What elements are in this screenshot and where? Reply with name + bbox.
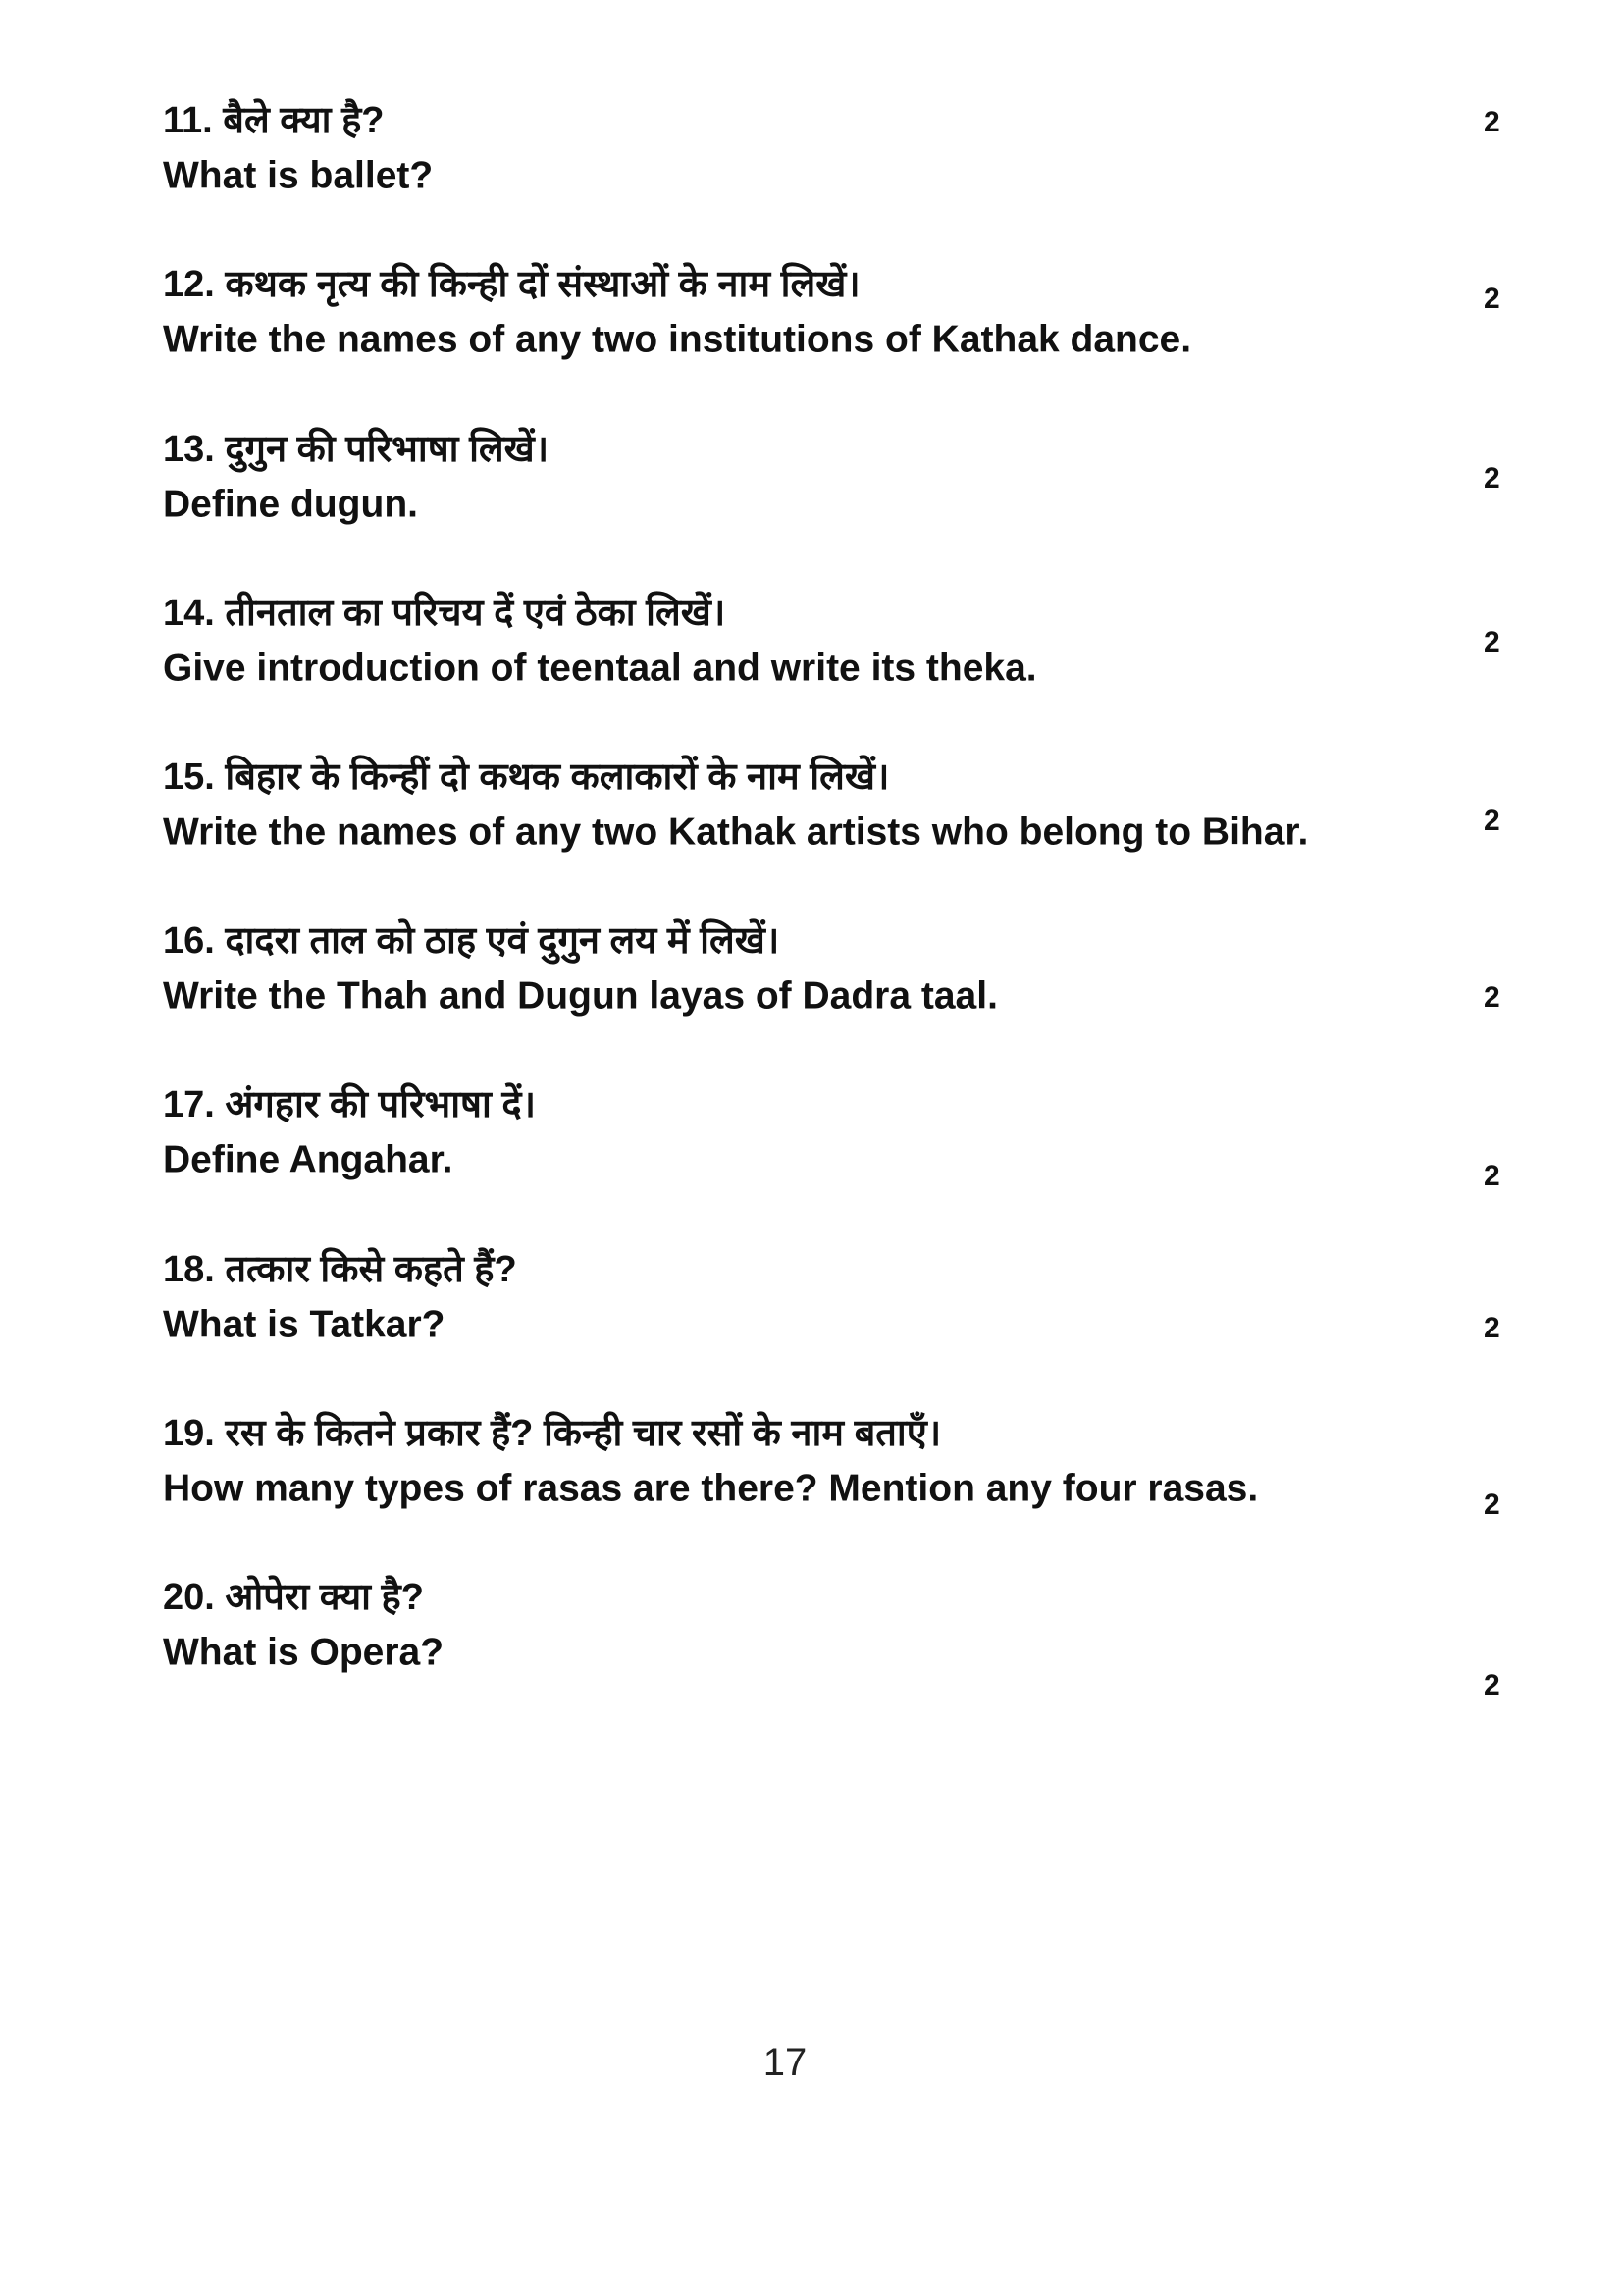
- page-number: 17: [762, 2041, 808, 2084]
- question-hindi: 12. कथक नृत्य की किन्ही दों संस्थाओं के नाम लिखें।: [163, 264, 861, 305]
- question-hindi: 18. तत्कार किसे कहते हैं?: [163, 1249, 517, 1290]
- question-hindi: 16. दादरा ताल को ठाह एवं दुगुन लय में लिखें।: [163, 920, 780, 962]
- question-english: Write the Thah and Dugun layas of Dadra taal.: [163, 974, 998, 1018]
- question-hindi: 17. अंगहार की परिभाषा दें।: [163, 1084, 536, 1125]
- question-marks: 2: [1484, 1669, 1500, 1701]
- question-marks: 2: [1484, 283, 1500, 315]
- question-marks: 2: [1484, 805, 1500, 837]
- question-english: Give introduction of teentaal and write its theka.: [163, 647, 1037, 690]
- question-english: Write the names of any two institutions of Kathak dance.: [163, 318, 1192, 361]
- question-hindi: 15. बिहार के किन्हीं दो कथक कलाकारों के नाम लिखें।: [163, 757, 890, 798]
- question-english: Write the names of any two Kathak artists who belong to Bihar.: [163, 810, 1309, 854]
- question-english: What is Tatkar?: [163, 1303, 445, 1346]
- question-marks: 2: [1484, 1312, 1500, 1344]
- question-marks: 2: [1484, 462, 1500, 495]
- question-hindi: 20. ओपेरा क्या है?: [163, 1577, 424, 1618]
- question-hindi: 13. दुगुन की परिभाषा लिखें।: [163, 429, 549, 470]
- question-marks: 2: [1484, 1160, 1500, 1192]
- question-english: What is Opera?: [163, 1631, 445, 1674]
- question-english: Define dugun.: [163, 483, 418, 526]
- question-marks: 2: [1484, 981, 1500, 1014]
- question-hindi: 19. रस के कितने प्रकार हैं? किन्ही चार रसों के नाम बताएँ।: [163, 1413, 942, 1454]
- question-marks: 2: [1484, 1488, 1500, 1521]
- question-marks: 2: [1484, 106, 1500, 138]
- question-english: How many types of rasas are there? Mention any four rasas.: [163, 1467, 1259, 1510]
- question-hindi: 11. बैले क्या है?: [163, 100, 385, 141]
- question-hindi: 14. तीनताल का परिचय दें एवं ठेका लिखें।: [163, 593, 726, 634]
- question-english: What is ballet?: [163, 154, 434, 197]
- question-marks: 2: [1484, 626, 1500, 658]
- question-english: Define Angahar.: [163, 1138, 453, 1181]
